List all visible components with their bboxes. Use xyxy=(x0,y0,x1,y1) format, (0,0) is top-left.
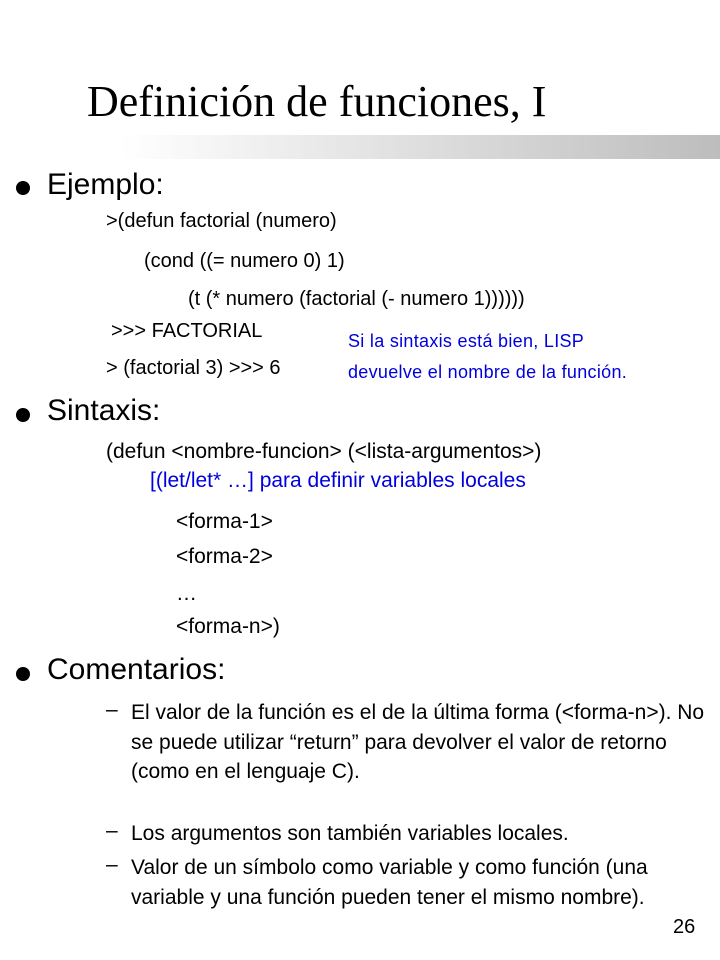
sintaxis-defun-line: (defun <nombre-funcion> (<lista-argumentos>) xyxy=(106,440,542,463)
bullet-comentarios-icon xyxy=(16,667,30,681)
ejemplo-code-line-1: >(defun factorial (numero) xyxy=(106,210,337,232)
bullet-sintaxis-icon xyxy=(16,408,30,422)
comentario-3-dash: – xyxy=(106,853,118,876)
page-number: 26 xyxy=(673,916,696,938)
ejemplo-code-line-4: >>> FACTORIAL xyxy=(111,320,263,342)
comentario-1-dash: – xyxy=(106,698,118,721)
sintaxis-form-2: <forma-2> xyxy=(176,545,273,568)
title-underline-bar xyxy=(120,135,720,159)
sintaxis-form-1: <forma-1> xyxy=(176,510,273,533)
ejemplo-note-line-2: devuelve el nombre de la función. xyxy=(348,362,628,382)
ejemplo-code-line-3: (t (* numero (factorial (- numero 1)))))) xyxy=(188,288,525,310)
bullet-ejemplo-icon xyxy=(16,181,30,195)
sintaxis-heading: Sintaxis: xyxy=(47,394,161,427)
comentario-2-text: Los argumentos son también variables locales. xyxy=(131,822,569,845)
ejemplo-code-line-2: (cond ((= numero 0) 1) xyxy=(144,250,345,272)
comentarios-heading: Comentarios: xyxy=(47,653,226,686)
ejemplo-note-line-1: Si la sintaxis está bien, LISP xyxy=(348,331,585,351)
ejemplo-heading: Ejemplo: xyxy=(47,168,164,201)
comentario-3-text: Valor de un símbolo como variable y como función (una variable y una función pueden tener el mismo nombre). xyxy=(131,856,648,909)
slide-title: Definición de funciones, I xyxy=(87,77,547,126)
sintaxis-form-n: <forma-n>) xyxy=(176,615,280,638)
comentario-1-text: El valor de la función es el de la última forma (<forma-n>). No se puede utilizar “return” para devolver el valor de retorno (como en el lenguaje C). xyxy=(131,701,705,783)
comentario-2-dash: – xyxy=(106,819,118,842)
sintaxis-form-ellipsis: … xyxy=(176,582,197,605)
sintaxis-let-line: [(let/let* …] para definir variables locales xyxy=(150,469,526,492)
ejemplo-code-line-5: > (factorial 3) >>> 6 xyxy=(106,357,281,379)
